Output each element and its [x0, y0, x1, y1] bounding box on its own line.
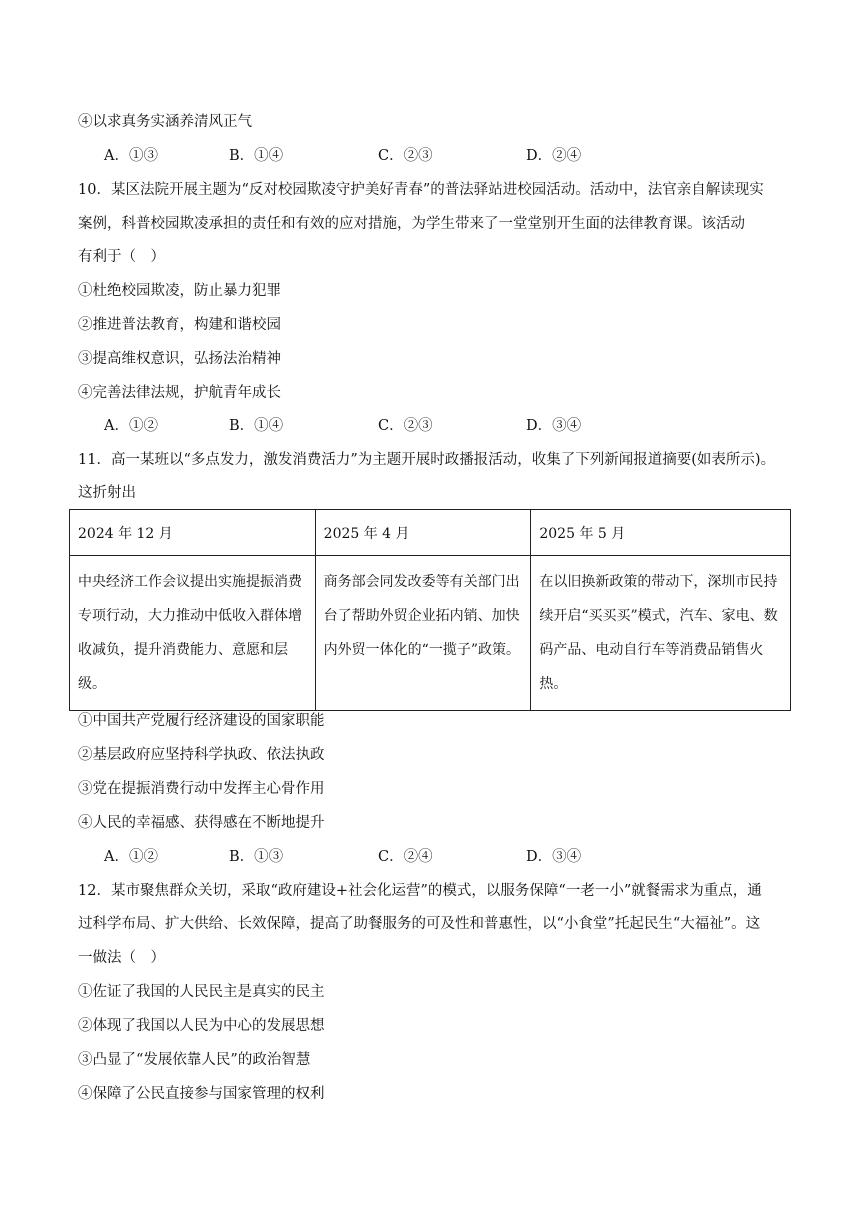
table-cell [315, 556, 531, 711]
q10-item-4: ④完善法律法规，护航青年成长 [78, 385, 281, 401]
q11-option-d: D．③④ [526, 849, 582, 865]
q12-stem-line-3: 一做法（ ） [78, 950, 165, 966]
q10-option-c: C．②③ [378, 418, 433, 434]
q9-option-b: B．①④ [229, 148, 284, 164]
table-header-cell: 2025 年 4 月 [315, 510, 531, 556]
q11-stem-line-2: 这折射出 [78, 485, 136, 501]
q10-stem-line-1: 10．某区法院开展主题为“反对校园欺凌守护美好青春”的普法驿站进校园活动。活动中，法官亲自解读现实 [78, 182, 764, 198]
table-cell-text: 商务部会同发改委等有关部门出台了帮助外贸企业拓内销、加快内外贸一体化的“一揽子”政策。 [323, 574, 520, 658]
q10-stem-line-2: 案例，科普校园欺凌承担的责任和有效的应对措施，为学生带来了一堂堂别开生面的法律教育课。该活动 [78, 216, 745, 232]
q11-item-1: ①中国共产党履行经济建设的国家职能 [78, 713, 325, 729]
q11-stem-line-1: 11．高一某班以“多点发力，激发消费活力”为主题开展时政播报活动，收集了下列新闻报道摘要(如表所示)。 [78, 452, 776, 468]
q12-item-2: ②体现了我国以人民为中心的发展思想 [78, 1018, 325, 1034]
table-cell-text: 中央经济工作会议提出实施提振消费专项行动，大力推动中低收入群体增收减负，提升消费能力、意愿和层级。 [78, 574, 302, 692]
q11-item-3: ③党在提振消费行动中发挥主心骨作用 [78, 781, 325, 797]
q11-option-b: B．①③ [229, 849, 284, 865]
table-cell [531, 556, 791, 711]
table-row [70, 556, 791, 711]
q12-stem-line-1: 12．某市聚焦群众关切，采取“政府建设+社会化运营”的模式，以服务保障“一老一小”就餐需求为重点，通 [78, 883, 762, 899]
table-header-row [70, 510, 791, 556]
q12-item-3: ③凸显了“发展依靠人民”的政治智慧 [78, 1052, 311, 1068]
table-cell-text: 在以旧换新政策的带动下，深圳市民持续开启“买买买”模式，汽车、家电、数码产品、电动自行车等消费品销售火热。 [539, 574, 778, 692]
q12-item-1: ①佐证了我国的人民民主是真实的民主 [78, 984, 325, 1000]
q10-stem-line-3: 有利于（ ） [78, 249, 165, 265]
q10-item-2: ②推进普法教育，构建和谐校园 [78, 317, 281, 333]
table-header-cell: 2025 年 5 月 [531, 510, 791, 556]
q10-option-d: D．③④ [526, 418, 582, 434]
q9-item-4: ④以求真务实涵养清风正气 [78, 114, 252, 130]
q9-option-a: A．①③ [104, 148, 158, 164]
q10-option-a: A．①② [104, 418, 158, 434]
table-cell [70, 556, 316, 711]
q11-option-a: A．①② [104, 849, 158, 865]
news-summary-table [69, 509, 791, 711]
q9-option-d: D．②④ [526, 148, 582, 164]
q11-item-4: ④人民的幸福感、获得感在不断地提升 [78, 815, 325, 831]
q12-stem-line-2: 过科学布局、扩大供给、长效保障，提高了助餐服务的可及性和普惠性，以“小食堂”托起民生“大福祉”。这 [78, 916, 761, 932]
q10-option-b: B．①④ [229, 418, 284, 434]
q10-item-3: ③提高维权意识，弘扬法治精神 [78, 351, 281, 367]
q11-option-c: C．②④ [378, 849, 433, 865]
q12-item-4: ④保障了公民直接参与国家管理的权利 [78, 1086, 325, 1102]
table-header-cell: 2024 年 12 月 [70, 510, 316, 556]
q9-option-c: C．②③ [378, 148, 433, 164]
q10-item-1: ①杜绝校园欺凌，防止暴力犯罪 [78, 283, 281, 299]
q11-item-2: ②基层政府应坚持科学执政、依法执政 [78, 747, 325, 763]
